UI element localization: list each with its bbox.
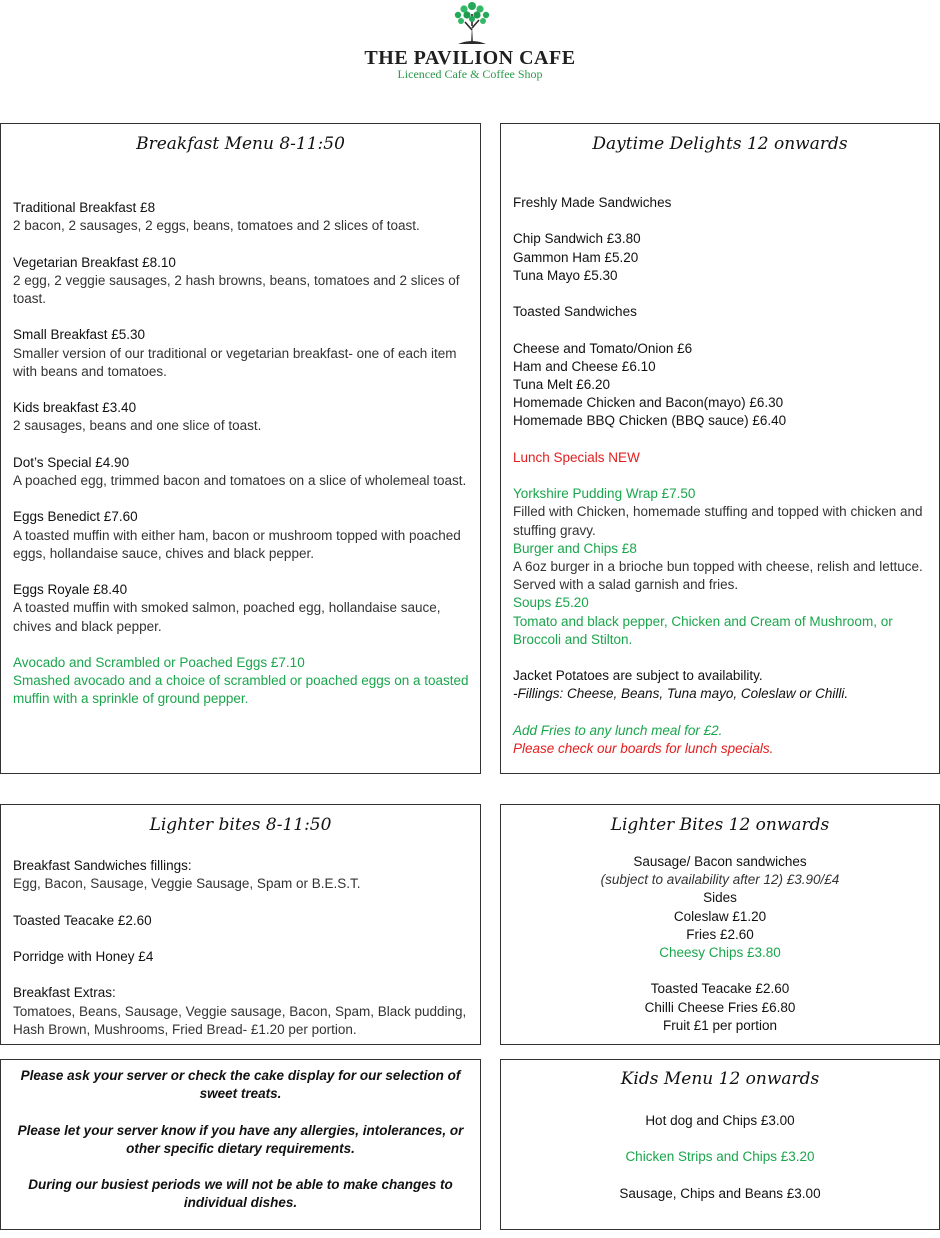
item-desc: A poached egg, trimmed bacon and tomatoes on a slice of wholemeal toast. <box>13 472 467 488</box>
item-desc: A 6oz burger in a brioche bun topped with cheese, relish and lettuce. Served with a salad garnish and fries. <box>513 558 923 593</box>
kids-menu-panel <box>500 1059 940 1230</box>
extras-heading: Breakfast Extras: <box>13 985 116 1001</box>
toasted-heading: Toasted Sandwiches <box>513 304 637 320</box>
item-desc: Filled with Chicken, homemade stuffing and topped with chicken and stuffing gravy. <box>513 504 923 538</box>
item-name: Dot’s Special £4.90 <box>13 454 130 470</box>
item-name: Avocado and Scrambled or Poached Eggs £7.10 <box>13 654 305 670</box>
item-name: Eggs Benedict £7.60 <box>13 509 138 525</box>
breakfast-items <box>13 199 475 709</box>
customer-notes-panel <box>0 1059 481 1230</box>
item-name: Burger and Chips £8 <box>513 540 637 556</box>
menu-item: Gammon Ham £5.20 <box>513 249 639 265</box>
menu-item: Sausage/ Bacon sandwiches <box>633 854 807 869</box>
menu-item: Toasted Teacake £2.60 <box>650 981 790 997</box>
menu-item: Chicken Strips and Chips £3.20 <box>625 1149 815 1165</box>
menu-item: Cheesy Chips £3.80 <box>659 945 781 961</box>
menu-item <box>13 654 475 709</box>
sandwiches-heading: Freshly Made Sandwiches <box>513 195 672 210</box>
cafe-tagline: Licenced Cafe & Coffee Shop <box>397 67 543 81</box>
menu-item: Chip Sandwich £3.80 <box>513 231 641 247</box>
sides-heading: Sides <box>703 890 737 906</box>
extras-list: Tomatoes, Beans, Sausage, Veggie sausage, Bacon, Spam, Black pudding, Hash Brown, Mushrooms, Fried Bread- £1.20 per portion. <box>13 1003 467 1037</box>
item-desc: A toasted muffin with smoked salmon, poached egg, hollandaise sauce, chives and black pepper. <box>13 600 441 634</box>
menu-item: Toasted Teacake £2.60 <box>13 912 152 928</box>
lighter-bites-morning-title: Lighter bites 8-11:50 <box>149 815 332 835</box>
item-desc: 2 egg, 2 veggie sausages, 2 hash browns, beans, tomatoes and 2 slices of toast. <box>13 272 460 306</box>
item-name: Vegetarian Breakfast £8.10 <box>13 254 176 270</box>
kids-menu-items <box>501 1112 939 1203</box>
menu-item: Coleslaw £1.20 <box>673 908 767 924</box>
item-name: Traditional Breakfast £8 <box>13 200 156 215</box>
daytime-menu-title: Daytime Delights 12 onwards <box>592 134 848 154</box>
lighter-bites-morning-items <box>13 857 475 1039</box>
kids-menu-title: Kids Menu 12 onwards <box>620 1069 820 1089</box>
item-name: Eggs Royale £8.40 <box>13 582 128 598</box>
item-desc: 2 sausages, beans and one slice of toast. <box>13 418 262 434</box>
item-name: Kids breakfast £3.40 <box>13 400 137 416</box>
menu-item: Hot dog and Chips £3.00 <box>645 1113 795 1128</box>
item-desc: Smaller version of our traditional or vegetarian breakfast- one of each item with beans and tomatoes. <box>13 345 457 379</box>
item-name: Small Breakfast £5.30 <box>13 327 146 343</box>
boards-note: Please check our boards for lunch specials. <box>513 740 774 756</box>
menu-item: Tuna Melt £6.20 <box>513 376 611 392</box>
breakfast-menu-panel <box>0 123 481 774</box>
cafe-header <box>0 0 940 90</box>
menu-item: Fruit £1 per portion <box>662 1017 778 1033</box>
lighter-bites-morning-panel <box>0 804 481 1045</box>
availability-note: (subject to availability after 12) £3.90/£4 <box>600 872 840 888</box>
lighter-bites-afternoon-title: Lighter Bites 12 onwards <box>610 815 830 835</box>
menu-item: Fries £2.60 <box>686 926 754 942</box>
menu-item: Sausage, Chips and Beans £3.00 <box>619 1185 821 1201</box>
menu-item: Tuna Mayo £5.30 <box>513 267 618 283</box>
menu-item <box>13 508 475 563</box>
cafe-name: THE PAVILION CAFE <box>364 47 576 69</box>
jacket-potatoes-note: Jacket Potatoes are subject to availability. <box>513 668 763 684</box>
item-name: Soups £5.20 <box>513 595 589 611</box>
item-desc: 2 bacon, 2 sausages, 2 eggs, beans, tomatoes and 2 slices of toast. <box>13 218 420 234</box>
customer-notes <box>11 1067 470 1213</box>
sandwich-fillings-heading: Breakfast Sandwiches fillings: <box>13 858 192 873</box>
menu-item: Homemade Chicken and Bacon(mayo) £6.30 <box>513 395 784 411</box>
menu-item: Chilli Cheese Fries £6.80 <box>644 999 796 1015</box>
lighter-bites-afternoon-items <box>501 853 939 1035</box>
allergies-note: Please let your server know if you have any allergies, intolerances, or other specific dietary requirements. <box>17 1122 464 1156</box>
breakfast-menu-title: Breakfast Menu 8-11:50 <box>136 134 345 154</box>
lighter-bites-afternoon-panel <box>500 804 940 1045</box>
menu-item <box>13 399 475 435</box>
fries-note: Add Fries to any lunch meal for £2. <box>513 722 723 738</box>
menu-item <box>13 581 475 636</box>
menu-item: Homemade BBQ Chicken (BBQ sauce) £6.40 <box>513 413 787 429</box>
menu-item: Cheese and Tomato/Onion £6 <box>513 340 693 356</box>
menu-item: Porridge with Honey £4 <box>13 948 154 964</box>
item-name: Yorkshire Pudding Wrap £7.50 <box>513 486 696 502</box>
specials-heading: Lunch Specials NEW <box>513 449 640 465</box>
menu-item <box>13 326 475 381</box>
menu-item <box>13 254 475 309</box>
busy-periods-note: During our busiest periods we will not be able to make changes to individual dishes. <box>28 1177 453 1211</box>
sweet-treats-note: Please ask your server or check the cake display for our selection of sweet treats. <box>20 1068 461 1102</box>
menu-item <box>13 199 475 235</box>
fillings-note: -Fillings: Cheese, Beans, Tuna mayo, Coleslaw or Chilli. <box>513 686 849 702</box>
item-desc: Smashed avocado and a choice of scrambled or poached eggs on a toasted muffin with a sprinkle of ground pepper. <box>13 673 469 707</box>
tree-icon <box>452 0 492 44</box>
menu-item: Ham and Cheese £6.10 <box>513 358 656 374</box>
daytime-menu-panel <box>500 123 940 774</box>
daytime-items <box>513 194 935 758</box>
sandwich-fillings: Egg, Bacon, Sausage, Veggie Sausage, Spam or B.E.S.T. <box>13 876 361 892</box>
item-desc: Tomato and black pepper, Chicken and Cream of Mushroom, or Broccoli and Stilton. <box>513 613 893 647</box>
menu-item <box>13 454 475 490</box>
item-desc: A toasted muffin with either ham, bacon or mushroom topped with poached eggs, hollandaise sauce, chives and black pepper. <box>13 527 461 561</box>
